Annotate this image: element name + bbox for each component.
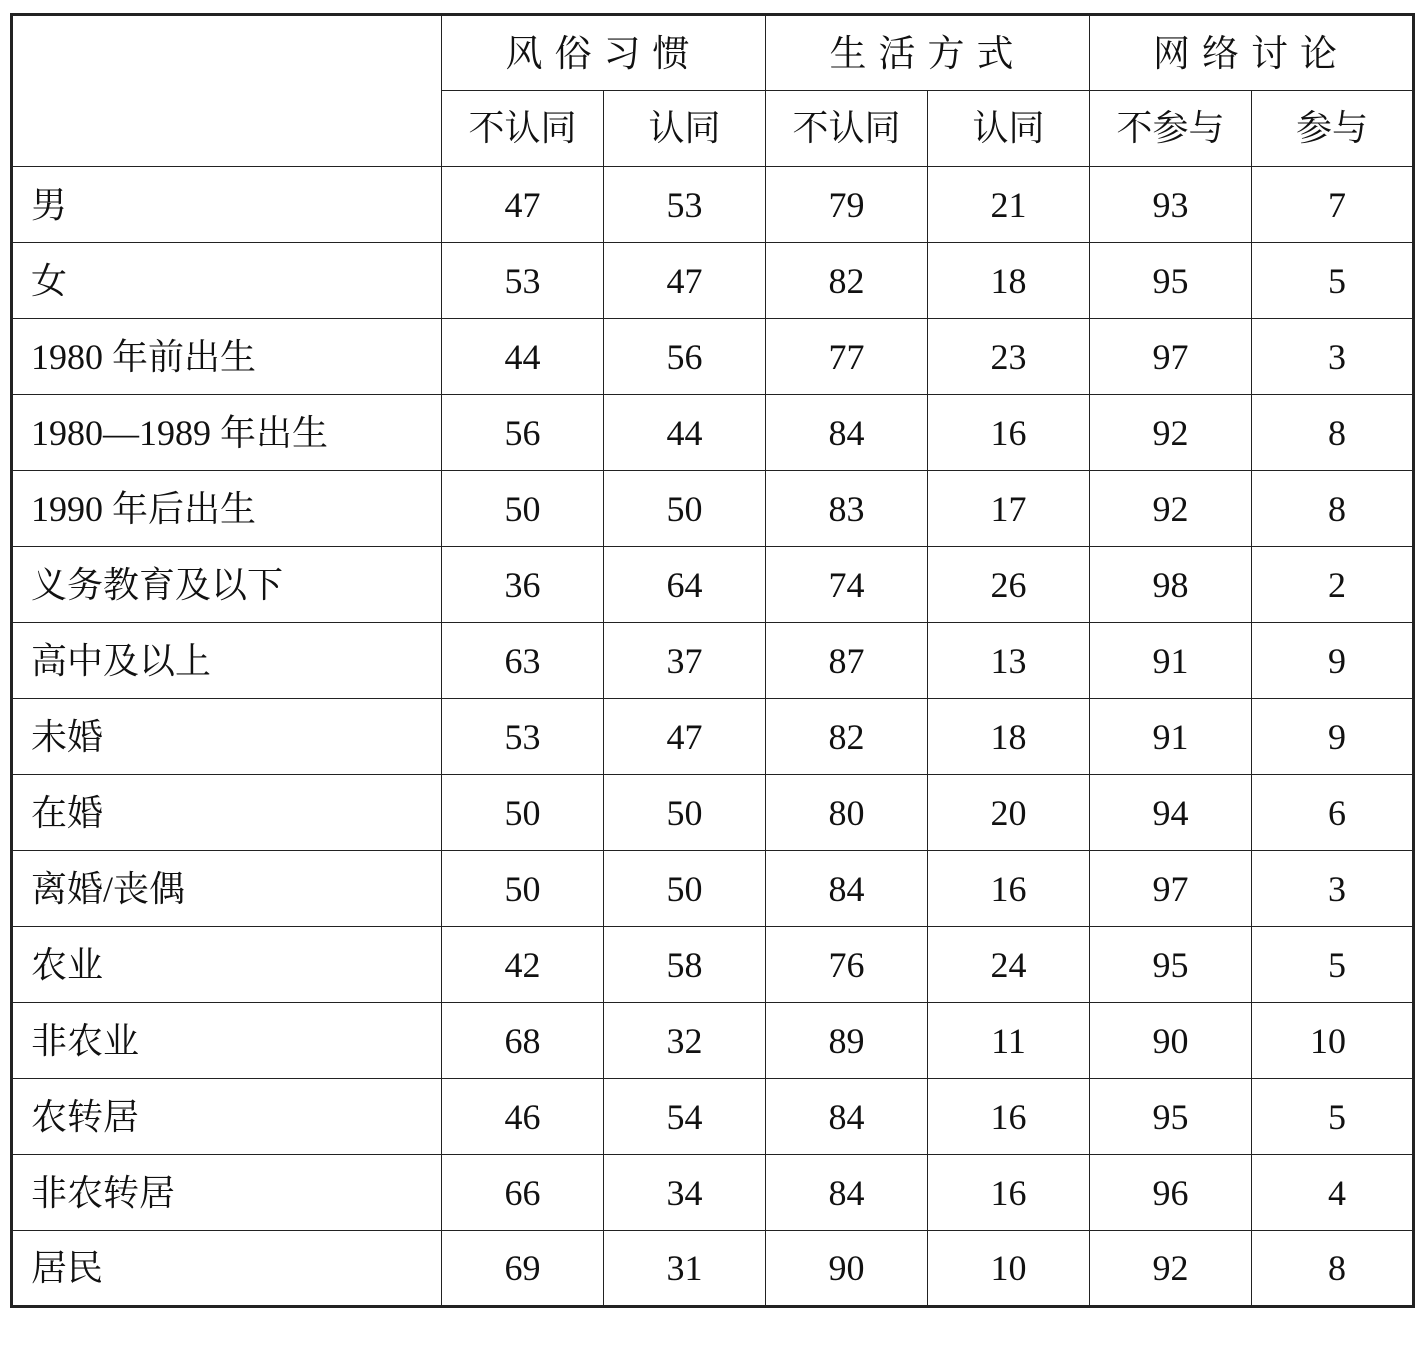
table-cell: 92 (1090, 395, 1252, 471)
table-cell: 3 (1252, 319, 1414, 395)
table-cell: 34 (604, 1155, 766, 1231)
table-cell: 24 (928, 927, 1090, 1003)
table-cell: 4 (1252, 1155, 1414, 1231)
table-cell: 18 (928, 699, 1090, 775)
table-cell: 91 (1090, 699, 1252, 775)
table-cell: 54 (604, 1079, 766, 1155)
table-cell: 36 (442, 547, 604, 623)
table-cell: 89 (766, 1003, 928, 1079)
table-row (12, 699, 1414, 775)
row-label: 农业 (12, 927, 442, 1003)
table-cell: 82 (766, 243, 928, 319)
data-table (10, 13, 1415, 1308)
table-cell: 84 (766, 851, 928, 927)
table-cell: 2 (1252, 547, 1414, 623)
table-cell: 95 (1090, 1079, 1252, 1155)
table-cell: 31 (604, 1231, 766, 1307)
row-label: 未婚 (12, 699, 442, 775)
table-cell: 50 (442, 851, 604, 927)
table-cell: 11 (928, 1003, 1090, 1079)
table-cell: 5 (1252, 927, 1414, 1003)
table-row (12, 395, 1414, 471)
table-cell: 53 (442, 243, 604, 319)
row-label: 非农转居 (12, 1155, 442, 1231)
table-row (12, 167, 1414, 243)
table-cell: 83 (766, 471, 928, 547)
table-cell: 90 (766, 1231, 928, 1307)
table-cell: 47 (604, 243, 766, 319)
table-cell: 63 (442, 623, 604, 699)
table-cell: 97 (1090, 319, 1252, 395)
table-cell: 16 (928, 851, 1090, 927)
table-cell: 42 (442, 927, 604, 1003)
row-label: 1980—1989 年出生 (12, 395, 442, 471)
sub-header: 认同 (928, 91, 1090, 167)
sub-header: 参与 (1252, 91, 1414, 167)
group-header-lifestyle: 生活方式 (766, 15, 1090, 91)
table-row (12, 1079, 1414, 1155)
table-cell: 87 (766, 623, 928, 699)
table-cell: 3 (1252, 851, 1414, 927)
table-cell: 84 (766, 395, 928, 471)
table-cell: 69 (442, 1231, 604, 1307)
table-cell: 64 (604, 547, 766, 623)
table-cell: 7 (1252, 167, 1414, 243)
table-cell: 23 (928, 319, 1090, 395)
table-cell: 84 (766, 1079, 928, 1155)
row-label: 女 (12, 243, 442, 319)
table-row (12, 1155, 1414, 1231)
table-cell: 16 (928, 1155, 1090, 1231)
row-label: 农转居 (12, 1079, 442, 1155)
table-row (12, 775, 1414, 851)
table-cell: 47 (604, 699, 766, 775)
table-cell: 50 (442, 775, 604, 851)
row-label: 男 (12, 167, 442, 243)
table-cell: 46 (442, 1079, 604, 1155)
table-cell: 56 (604, 319, 766, 395)
table-cell: 66 (442, 1155, 604, 1231)
table-cell: 17 (928, 471, 1090, 547)
table-cell: 8 (1252, 1231, 1414, 1307)
table-cell: 44 (604, 395, 766, 471)
table-cell: 84 (766, 1155, 928, 1231)
table-cell: 82 (766, 699, 928, 775)
table-cell: 10 (1252, 1003, 1414, 1079)
row-label: 1980 年前出生 (12, 319, 442, 395)
table-cell: 95 (1090, 927, 1252, 1003)
table-cell: 50 (604, 775, 766, 851)
row-label: 高中及以上 (12, 623, 442, 699)
row-label: 在婚 (12, 775, 442, 851)
table-cell: 10 (928, 1231, 1090, 1307)
sub-header: 不认同 (442, 91, 604, 167)
group-header-customs: 风俗习惯 (442, 15, 766, 91)
table-cell: 76 (766, 927, 928, 1003)
table-row (12, 1003, 1414, 1079)
table-cell: 95 (1090, 243, 1252, 319)
table-cell: 68 (442, 1003, 604, 1079)
corner-cell (12, 15, 442, 167)
table-cell: 96 (1090, 1155, 1252, 1231)
sub-header: 不参与 (1090, 91, 1252, 167)
table-cell: 53 (604, 167, 766, 243)
table-cell: 74 (766, 547, 928, 623)
table-cell: 94 (1090, 775, 1252, 851)
table-cell: 50 (604, 471, 766, 547)
table-row (12, 623, 1414, 699)
table-row (12, 927, 1414, 1003)
table-cell: 98 (1090, 547, 1252, 623)
table-cell: 56 (442, 395, 604, 471)
table-cell: 53 (442, 699, 604, 775)
table-cell: 16 (928, 395, 1090, 471)
table-cell: 26 (928, 547, 1090, 623)
table-cell: 44 (442, 319, 604, 395)
table-cell: 9 (1252, 623, 1414, 699)
table-body (12, 167, 1414, 1307)
table-cell: 97 (1090, 851, 1252, 927)
table-row (12, 547, 1414, 623)
sub-header: 不认同 (766, 91, 928, 167)
table-row (12, 319, 1414, 395)
table-row (12, 1231, 1414, 1307)
table-cell: 50 (604, 851, 766, 927)
row-label: 1990 年后出生 (12, 471, 442, 547)
table-cell: 50 (442, 471, 604, 547)
table-cell: 13 (928, 623, 1090, 699)
table-cell: 5 (1252, 1079, 1414, 1155)
group-header-online-discussion: 网络讨论 (1090, 15, 1414, 91)
table-cell: 58 (604, 927, 766, 1003)
table-row (12, 851, 1414, 927)
table-cell: 32 (604, 1003, 766, 1079)
table-cell: 77 (766, 319, 928, 395)
table-cell: 92 (1090, 1231, 1252, 1307)
table-cell: 21 (928, 167, 1090, 243)
table-cell: 8 (1252, 395, 1414, 471)
table-cell: 47 (442, 167, 604, 243)
table-cell: 37 (604, 623, 766, 699)
sub-header: 认同 (604, 91, 766, 167)
table-cell: 8 (1252, 471, 1414, 547)
row-label: 义务教育及以下 (12, 547, 442, 623)
table-row (12, 243, 1414, 319)
table-row (12, 471, 1414, 547)
group-header-row (12, 15, 1414, 91)
table-cell: 18 (928, 243, 1090, 319)
row-label: 非农业 (12, 1003, 442, 1079)
table-cell: 20 (928, 775, 1090, 851)
table-cell: 16 (928, 1079, 1090, 1155)
table-cell: 92 (1090, 471, 1252, 547)
table-cell: 80 (766, 775, 928, 851)
table-cell: 6 (1252, 775, 1414, 851)
table-cell: 90 (1090, 1003, 1252, 1079)
table-cell: 9 (1252, 699, 1414, 775)
table-cell: 93 (1090, 167, 1252, 243)
table-cell: 91 (1090, 623, 1252, 699)
row-label: 离婚/丧偶 (12, 851, 442, 927)
table-cell: 5 (1252, 243, 1414, 319)
row-label: 居民 (12, 1231, 442, 1307)
table-cell: 79 (766, 167, 928, 243)
